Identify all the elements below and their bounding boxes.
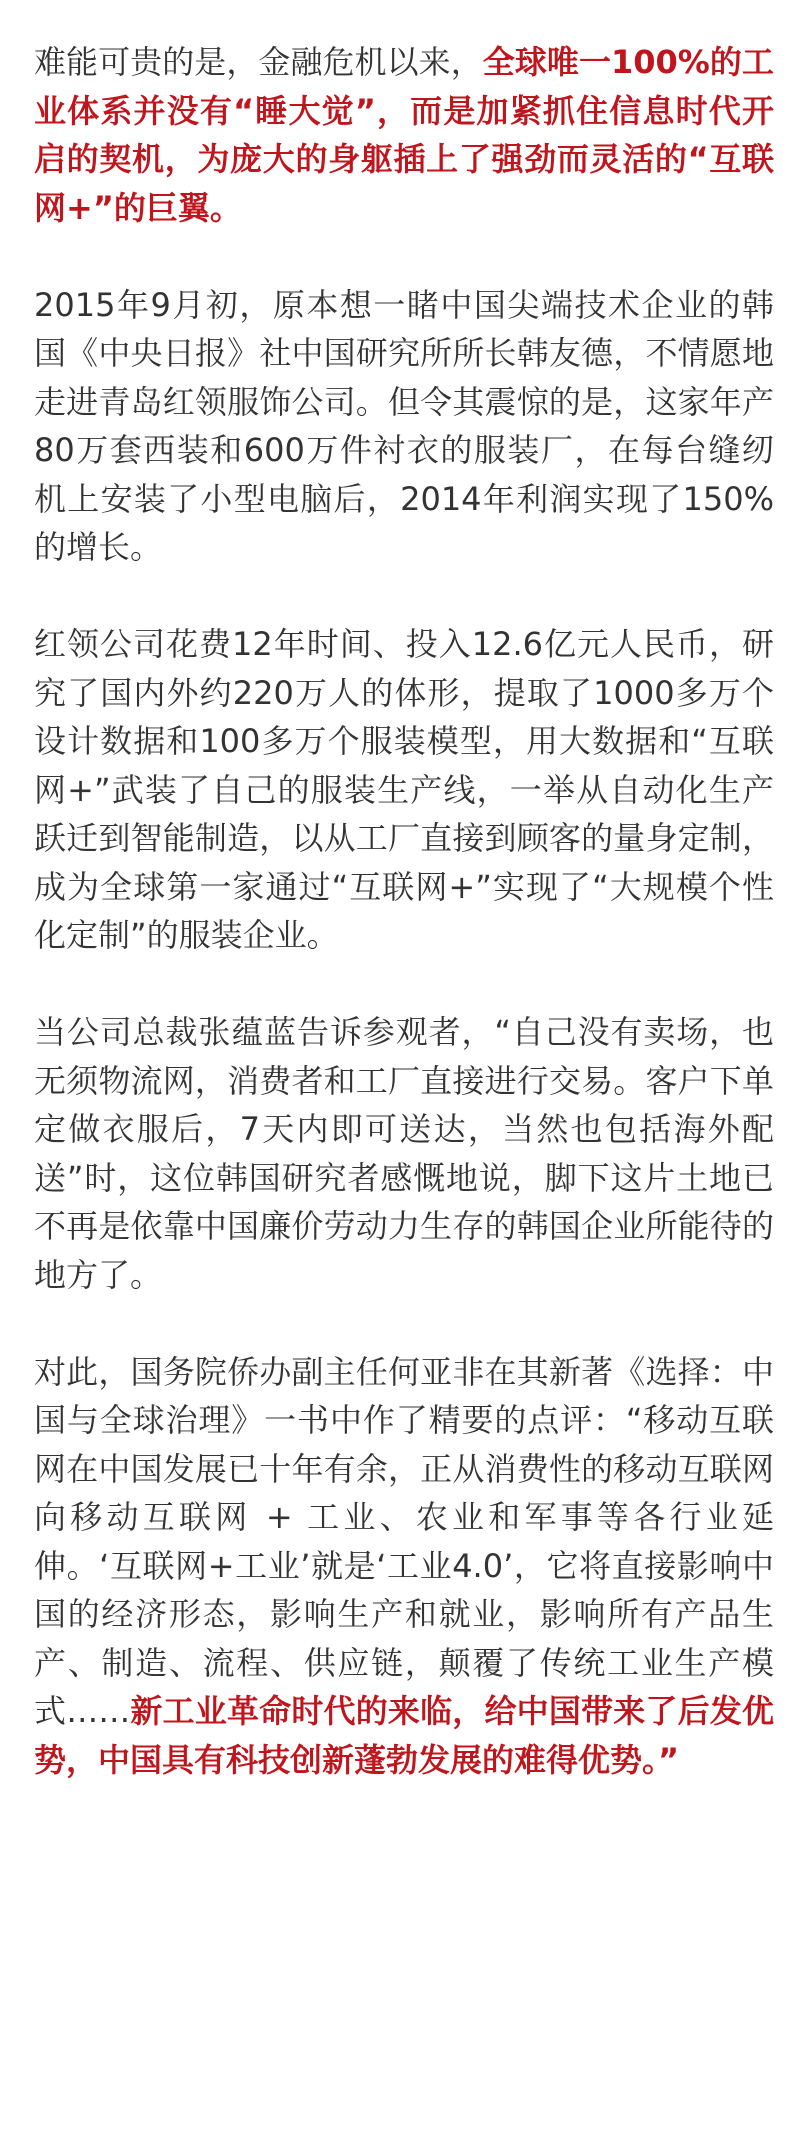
paragraph-4: [34, 1008, 774, 1299]
paragraph-1-highlight: 全球唯一100%的工业体系并没有“睡大觉”，而是加紧抓住信息时代开启的契机，为庞大的身躯插上了强劲而灵活的“互联网+”的巨翼。: [34, 43, 774, 227]
paragraph-3: [34, 620, 774, 960]
paragraph-2-text: 2015年9月初，原本想一睹中国尖端技术企业的韩国《中央日报》社中国研究所所长韩友德，不情愿地走进青岛红领服饰公司。但令其震惊的是，这家年产80万套西装和600万件衬衣的服装厂，在每台缝纫机上安装了小型电脑后，2014年利润实现了150%的增长。: [34, 285, 774, 566]
paragraph-5-highlight: 新工业革命时代的来临，给中国带来了后发优势，中国具有科技创新蓬勃发展的难得优势。”: [34, 1692, 774, 1779]
paragraph-3-text: 红领公司花费12年时间、投入12.6亿元人民币，研究了国内外约220万人的体形，提取了1000多万个设计数据和100多万个服装模型，用大数据和“互联网+”武装了自己的服装生产线，一举从自动化生产跃迁到智能制造，以从工厂直接到顾客的量身定制，成为全球第一家通过“互联网+”实现了“大规模个性化定制”的服装企业。: [34, 625, 774, 954]
paragraph-2: [34, 281, 774, 572]
paragraph-1: [34, 38, 774, 232]
article-body: [34, 38, 774, 1784]
paragraph-5: [34, 1348, 774, 1785]
paragraph-5-text: 对此，国务院侨办副主任何亚非在其新著《选择：中国与全球治理》一书中作了精要的点评：“移动互联网在中国发展已十年有余，正从消费性的移动互联网向移动互联网 + 工业、农业和军事等各行业延伸。‘互联网+工业’就是‘工业4.0’，它将直接影响中国的经济形态，影响生产和就业，影响所有产品生产、制造、流程、供应链，颠覆了传统工业生产模式……: [34, 1352, 774, 1730]
paragraph-1-text: 难能可贵的是，金融危机以来，: [34, 43, 483, 81]
paragraph-4-text: 当公司总裁张蕴蓝告诉参观者，“自己没有卖场，也无须物流网，消费者和工厂直接进行交易。客户下单定做衣服后，7天内即可送达，当然也包括海外配送”时，这位韩国研究者感慨地说，脚下这片土地已不再是依靠中国廉价劳动力生存的韩国企业所能待的地方了。: [34, 1013, 774, 1294]
